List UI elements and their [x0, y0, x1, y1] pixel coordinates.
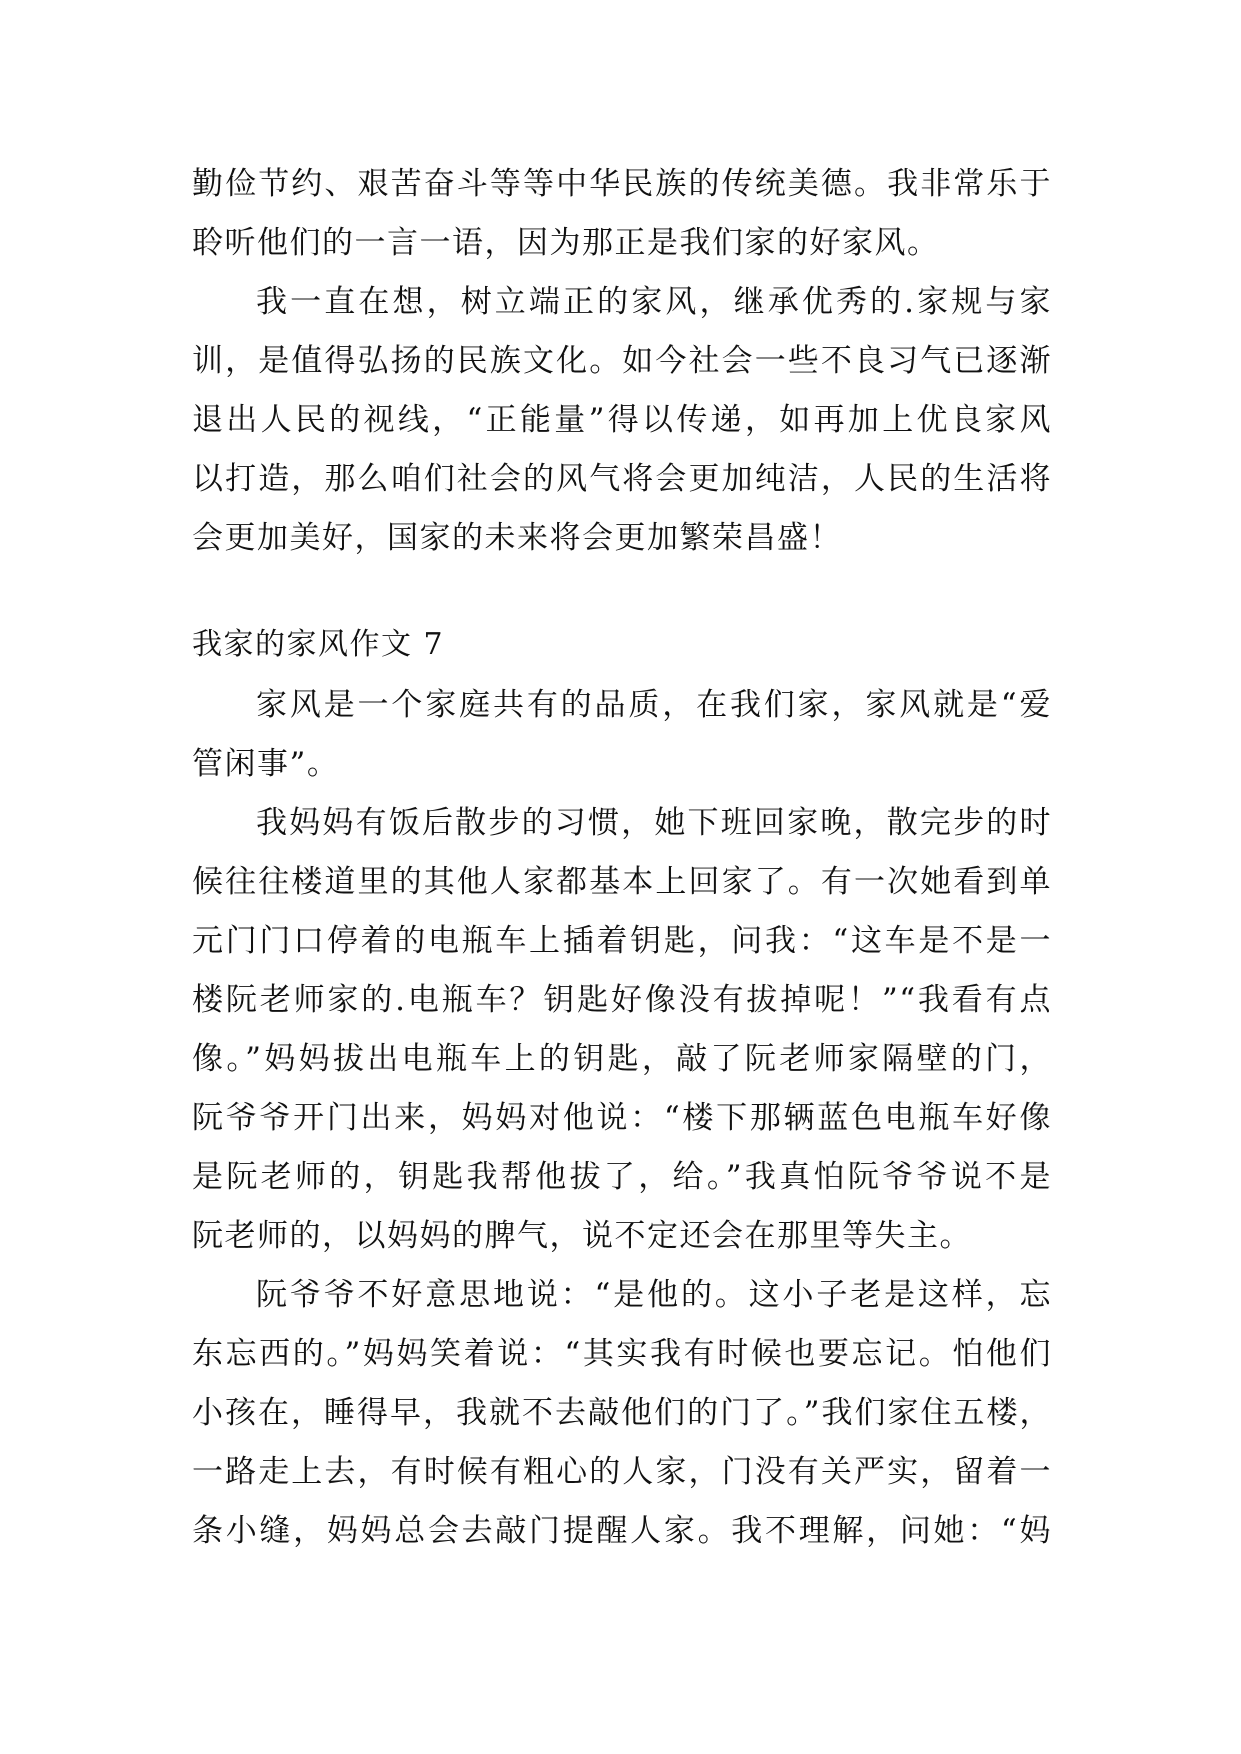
paragraph-line: 条小缝，妈妈总会去敲门提醒人家。我不理解，问她：“妈	[192, 1513, 1052, 1549]
paragraph-line: 一路走上去，有时候有粗心的人家，门没有关严实，留着一	[192, 1454, 1052, 1490]
paragraph-line: 小孩在，睡得早，我就不去敲他们的门了。”我们家住五楼，	[192, 1395, 1052, 1431]
paragraph-line: 管闲事”。	[192, 746, 340, 782]
paragraph-line: 会更加美好，国家的未来将会更加繁荣昌盛！	[192, 520, 842, 556]
paragraph-line: 阮老师的，以妈妈的脾气，说不定还会在那里等失主。	[192, 1218, 972, 1254]
paragraph-line: 楼阮老师家的.电瓶车？钥匙好像没有拔掉呢！”“我看有点	[192, 982, 1052, 1018]
paragraph-line: 聆听他们的一言一语，因为那正是我们家的好家风。	[192, 225, 940, 261]
paragraph-line: 是阮老师的，钥匙我帮他拔了，给。”我真怕阮爷爷说不是	[192, 1159, 1052, 1195]
paragraph-line: 我妈妈有饭后散步的习惯，她下班回家晚，散完步的时	[256, 805, 1052, 841]
paragraph-line: 勤俭节约、艰苦奋斗等等中华民族的传统美德。我非常乐于	[192, 166, 1052, 202]
paragraph-line: 训，是值得弘扬的民族文化。如今社会一些不良习气已逐渐	[192, 343, 1052, 379]
paragraph-line: 东忘西的。”妈妈笑着说：“其实我有时候也要忘记。怕他们	[192, 1336, 1052, 1372]
paragraph-line: 阮爷爷不好意思地说：“是他的。这小子老是这样，忘	[256, 1277, 1052, 1313]
paragraph-line: 退出人民的视线，“正能量”得以传递，如再加上优良家风	[192, 402, 1052, 438]
paragraph-line: 像。”妈妈拔出电瓶车上的钥匙，敲了阮老师家隔壁的门，	[192, 1041, 1052, 1077]
paragraph-line: 以打造，那么咱们社会的风气将会更加纯洁，人民的生活将	[192, 461, 1052, 497]
paragraph-line: 家风是一个家庭共有的品质，在我们家，家风就是“爱	[256, 687, 1052, 723]
paragraph-line: 我一直在想，树立端正的家风，继承优秀的.家规与家	[256, 284, 1052, 320]
paragraph-line: 阮爷爷开门出来，妈妈对他说：“楼下那辆蓝色电瓶车好像	[192, 1100, 1052, 1136]
section-heading: 我家的家风作文 7	[192, 627, 445, 662]
paragraph-line: 候往往楼道里的其他人家都基本上回家了。有一次她看到单	[192, 864, 1052, 900]
paragraph-line: 元门门口停着的电瓶车上插着钥匙，问我：“这车是不是一	[192, 923, 1052, 959]
